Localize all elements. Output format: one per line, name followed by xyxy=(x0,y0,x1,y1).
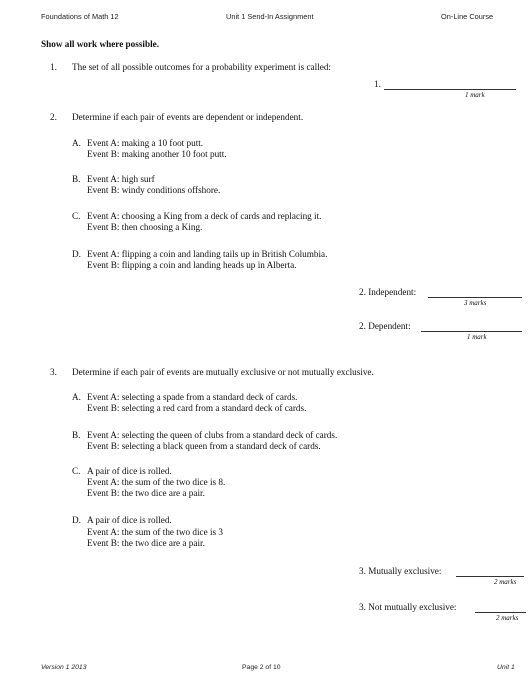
q2-independent-marks: 3 marks xyxy=(464,299,487,307)
footer-version: Version 1 2013 xyxy=(41,664,87,671)
q3-item-c-letter: C. xyxy=(72,466,81,476)
q2-item-b-event-b: Event B: windy conditions offshore. xyxy=(87,185,221,195)
q1-answer-label: 1. xyxy=(374,79,381,89)
q3-item-c-line-3: Event B: the two dice are a pair. xyxy=(87,488,205,498)
q3-item-a-line-1: Event A: selecting a spade from a standard deck of cards. xyxy=(87,392,298,402)
q2-text: Determine if each pair of events are dependent or independent. xyxy=(72,112,304,122)
q2-independent-label: 2. Independent: xyxy=(359,287,417,297)
q2-item-a-event-b: Event B: making another 10 foot putt. xyxy=(87,149,227,159)
instruction: Show all work where possible. xyxy=(41,39,160,49)
q3-item-d-line-2: Event A: the sum of the two dice is 3 xyxy=(87,527,224,537)
q3-item-d-line-3: Event B: the two dice are a pair. xyxy=(87,538,205,548)
q2-item-d-event-a: Event A: flipping a coin and landing tails up in British Columbia. xyxy=(87,249,328,259)
q2-independent-answer-line[interactable] xyxy=(428,297,522,298)
q3-mutually-exclusive-label: 3. Mutually exclusive: xyxy=(359,566,442,576)
q2-item-a-letter: A. xyxy=(72,138,81,148)
q3-item-c-line-2: Event A: the sum of the two dice is 8. xyxy=(87,477,226,487)
q2-item-d-event-b: Event B: flipping a coin and landing heads up in Alberta. xyxy=(87,260,297,270)
q2-item-c-letter: C. xyxy=(72,211,81,221)
q1-text: The set of all possible outcomes for a probability experiment is called: xyxy=(72,62,331,72)
q3-number: 3. xyxy=(50,367,57,377)
q1-number: 1. xyxy=(50,62,57,72)
q3-item-a-letter: A. xyxy=(72,392,81,402)
q2-item-c-event-a: Event A: choosing a King from a deck of cards and replacing it. xyxy=(87,211,322,221)
q2-dependent-answer-line[interactable] xyxy=(421,331,522,332)
q3-item-b-line-1: Event A: selecting the queen of clubs from a standard deck of cards. xyxy=(87,430,338,440)
q2-dependent-marks: 1 mark xyxy=(467,333,487,341)
q3-item-d-letter: D. xyxy=(72,515,81,525)
q3-item-b-letter: B. xyxy=(72,430,81,440)
q2-item-c-event-b: Event B: then choosing a King. xyxy=(87,222,203,232)
footer-unit: Unit 1 xyxy=(497,664,515,671)
q1-marks: 1 mark xyxy=(465,91,485,99)
q3-item-d-line-1: A pair of dice is rolled. xyxy=(87,515,172,525)
header-assignment: Unit 1 Send-In Assignment xyxy=(226,12,314,21)
q3-item-c-line-1: A pair of dice is rolled. xyxy=(87,466,172,476)
q3-not-mutually-exclusive-label: 3. Not mutually exclusive: xyxy=(359,602,457,612)
footer-page-number: Page 2 of 10 xyxy=(242,664,281,671)
q2-item-d-letter: D. xyxy=(72,249,81,259)
q2-dependent-label: 2. Dependent: xyxy=(359,321,411,331)
q2-item-b-letter: B. xyxy=(72,174,81,184)
q3-mutually-exclusive-marks: 2 marks xyxy=(494,578,517,586)
header-delivery: On-Line Course xyxy=(441,12,494,21)
q3-item-a-line-2: Event B: selecting a red card from a standard deck of cards. xyxy=(87,403,307,413)
q3-not-mutually-exclusive-marks: 2 marks xyxy=(496,614,519,622)
q3-mutually-exclusive-answer-line[interactable] xyxy=(456,576,524,577)
q2-item-a-event-a: Event A: making a 10 foot putt. xyxy=(87,138,204,148)
q3-text: Determine if each pair of events are mutually exclusive or not mutually exclusive. xyxy=(72,367,374,377)
q2-item-b-event-a: Event A: high surf xyxy=(87,174,155,184)
header-course: Foundations of Math 12 xyxy=(41,12,119,21)
q2-number: 2. xyxy=(50,112,57,122)
q3-not-mutually-exclusive-answer-line[interactable] xyxy=(475,612,526,613)
q3-item-b-line-2: Event B: selecting a black queen from a standard deck of cards. xyxy=(87,441,321,451)
q1-answer-line[interactable] xyxy=(384,89,516,90)
